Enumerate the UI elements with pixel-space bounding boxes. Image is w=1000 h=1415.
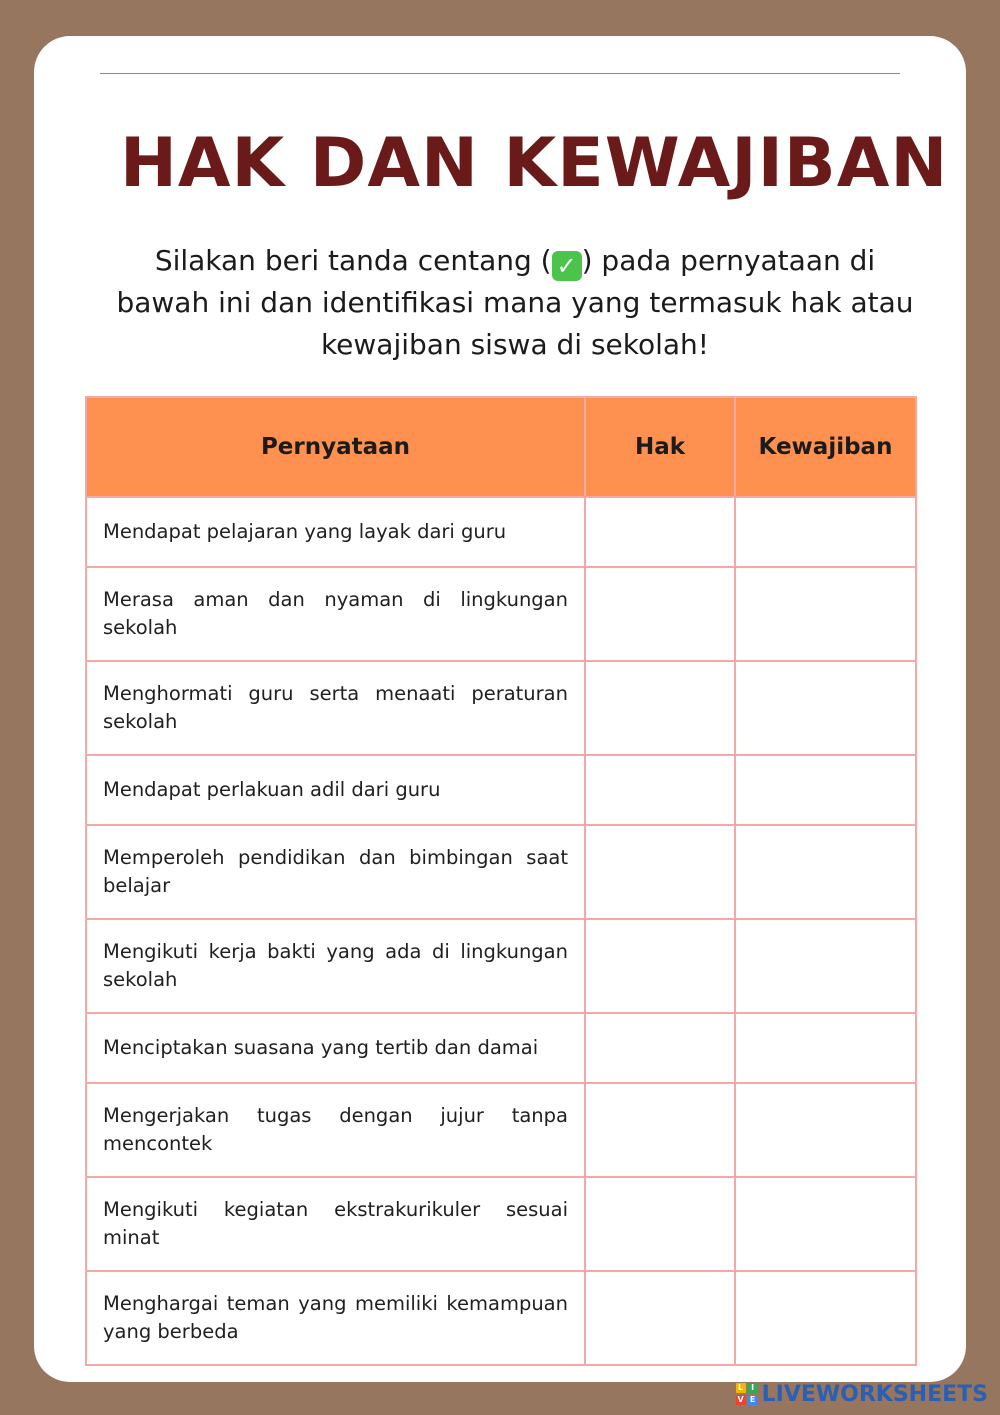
table-row (86, 825, 916, 919)
hak-checkbox-cell[interactable] (585, 661, 735, 755)
liveworksheets-logo-icon: L I V E (736, 1383, 758, 1405)
kewajiban-checkbox-cell[interactable] (735, 1083, 916, 1177)
kewajiban-checkbox-cell[interactable] (735, 755, 916, 825)
instructions (110, 240, 920, 366)
table-row (86, 755, 916, 825)
kewajiban-checkbox-cell[interactable] (735, 825, 916, 919)
instruction-text-start: Silakan beri tanda centang ( (154, 244, 552, 277)
table-row (86, 1177, 916, 1271)
table-row (86, 1013, 916, 1083)
header-kewajiban: Kewajiban (735, 397, 916, 497)
kewajiban-checkbox-cell[interactable] (735, 497, 916, 567)
statement-cell: Mengerjakan tugas dengan jujur tanpa mencontek (86, 1083, 585, 1177)
statement-cell: Mendapat pelajaran yang layak dari guru (86, 497, 585, 567)
table-row (86, 661, 916, 755)
page-title: HAK DAN KEWAJIBAN (120, 124, 949, 203)
worksheet-card (34, 36, 966, 1382)
table-row (86, 919, 916, 1013)
statements-table (85, 396, 917, 1366)
header-pernyataan: Pernyataan (86, 397, 585, 497)
table-row (86, 1271, 916, 1365)
brand-name: LIVEWORKSHEETS (761, 1381, 988, 1407)
instruction-text-end: ) pada pernyataan di bawah ini dan identifikasi mana yang termasuk hak atau kewajiban siswa di sekolah! (116, 244, 914, 361)
statement-cell: Menghargai teman yang memiliki kemampuan yang berbeda (86, 1271, 585, 1365)
hak-checkbox-cell[interactable] (585, 1013, 735, 1083)
statement-cell: Memperoleh pendidikan dan bimbingan saat belajar (86, 825, 585, 919)
table-header-row (86, 397, 916, 497)
header-hak: Hak (585, 397, 735, 497)
table-row (86, 497, 916, 567)
kewajiban-checkbox-cell[interactable] (735, 661, 916, 755)
statement-cell: Mengikuti kerja bakti yang ada di lingkungan sekolah (86, 919, 585, 1013)
checkmark-icon: ✓ (552, 251, 582, 281)
hak-checkbox-cell[interactable] (585, 755, 735, 825)
kewajiban-checkbox-cell[interactable] (735, 1013, 916, 1083)
hak-checkbox-cell[interactable] (585, 825, 735, 919)
hak-checkbox-cell[interactable] (585, 1271, 735, 1365)
top-divider (100, 73, 900, 74)
hak-checkbox-cell[interactable] (585, 919, 735, 1013)
hak-checkbox-cell[interactable] (585, 497, 735, 567)
liveworksheets-brand[interactable] (736, 1381, 988, 1407)
hak-checkbox-cell[interactable] (585, 567, 735, 661)
statement-cell: Menghormati guru serta menaati peraturan sekolah (86, 661, 585, 755)
statement-cell: Menciptakan suasana yang tertib dan damai (86, 1013, 585, 1083)
kewajiban-checkbox-cell[interactable] (735, 1177, 916, 1271)
kewajiban-checkbox-cell[interactable] (735, 919, 916, 1013)
kewajiban-checkbox-cell[interactable] (735, 1271, 916, 1365)
statement-cell: Mendapat perlakuan adil dari guru (86, 755, 585, 825)
statement-cell: Merasa aman dan nyaman di lingkungan sekolah (86, 567, 585, 661)
statement-cell: Mengikuti kegiatan ekstrakurikuler sesuai minat (86, 1177, 585, 1271)
hak-checkbox-cell[interactable] (585, 1083, 735, 1177)
hak-checkbox-cell[interactable] (585, 1177, 735, 1271)
table-row (86, 1083, 916, 1177)
kewajiban-checkbox-cell[interactable] (735, 567, 916, 661)
table-row (86, 567, 916, 661)
